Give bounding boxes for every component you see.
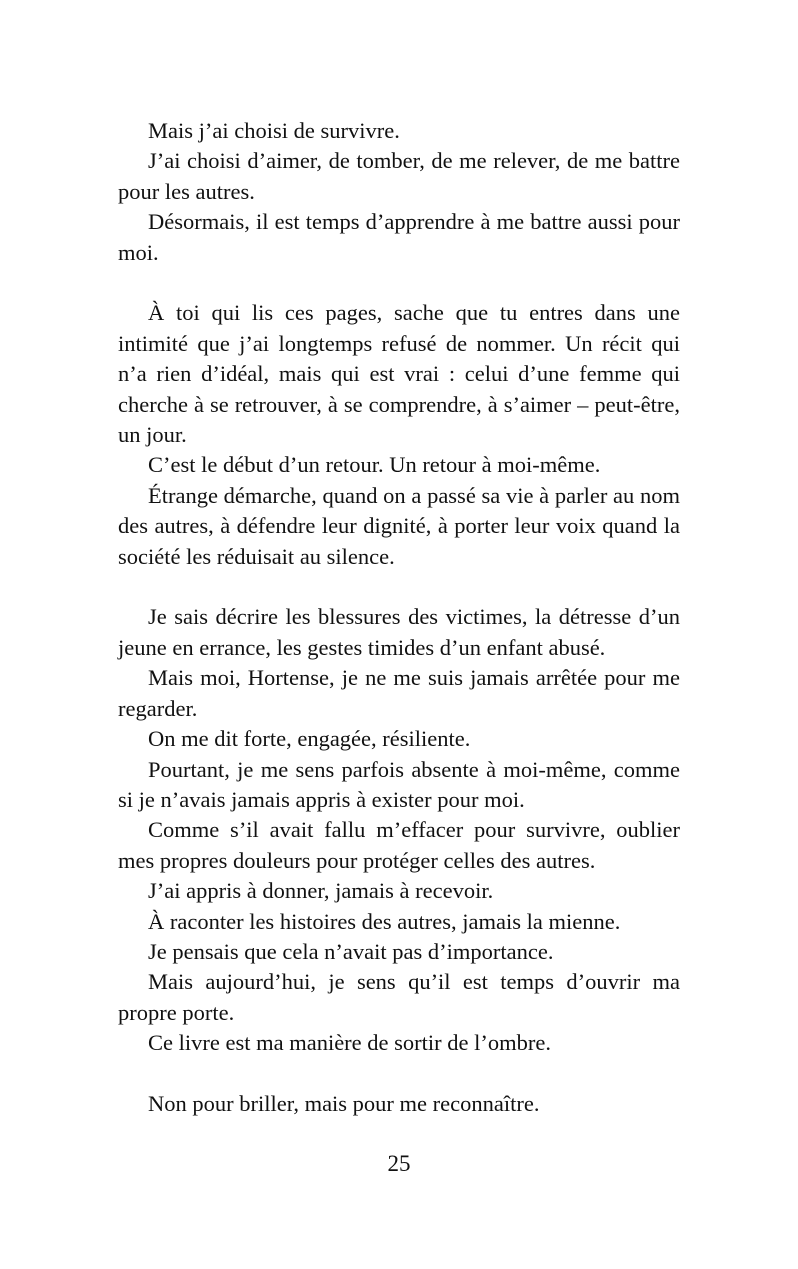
paragraph: Comme s’il avait fallu m’effacer pour survivre, oublier mes propres douleurs pour protéger celles des autres. [118, 817, 680, 873]
paragraph: Désormais, il est temps d’apprendre à me battre aussi pour moi. [118, 209, 680, 265]
paragraph: À toi qui lis ces pages, sache que tu entres dans une intimité que j’ai longtemps refusé de nommer. Un récit qui n’a rien d’idéal, mais qui est vrai : celui d’une femme qui cherche à se retrouver, à se comprendre, à s’aimer – peut-être, un jour. [118, 300, 680, 448]
section-3 [118, 602, 680, 1058]
paragraph: Mais moi, Hortense, je ne me suis jamais arrêtée pour me regarder. [118, 665, 680, 721]
paragraph: À raconter les histoires des autres, jamais la mienne. [148, 908, 621, 934]
paragraph: Étrange démarche, quand on a passé sa vie à parler au nom des autres, à défendre leur dignité, à porter leur voix quand la société les réduisait au silence. [118, 482, 680, 569]
paragraph: Je sais décrire les blessures des victimes, la détresse d’un jeune en errance, les gestes timides d’un enfant abusé. [118, 604, 680, 660]
paragraph: Mais aujourd’hui, je sens qu’il est temps d’ouvrir ma propre porte. [118, 969, 680, 1025]
section-1 [118, 116, 680, 268]
body-text [118, 116, 680, 1119]
paragraph: J’ai choisi d’aimer, de tomber, de me relever, de me battre pour les autres. [118, 148, 680, 204]
section-2 [118, 298, 680, 572]
paragraph: Pourtant, je me sens parfois absente à moi-même, comme si je n’avais jamais appris à exister pour moi. [118, 756, 680, 812]
section-4 [118, 1089, 680, 1119]
paragraph: Non pour briller, mais pour me reconnaître. [148, 1090, 540, 1116]
paragraph: On me dit forte, engagée, résiliente. [148, 726, 471, 752]
paragraph: J’ai appris à donner, jamais à recevoir. [148, 878, 494, 904]
paragraph: Ce livre est ma manière de sortir de l’ombre. [148, 1030, 551, 1056]
page-number: 25 [387, 1151, 411, 1176]
paragraph: C’est le début d’un retour. Un retour à moi-même. [148, 452, 601, 478]
paragraph: Mais j’ai choisi de survivre. [148, 118, 400, 143]
paragraph: Je pensais que cela n’avait pas d’importance. [148, 938, 554, 964]
